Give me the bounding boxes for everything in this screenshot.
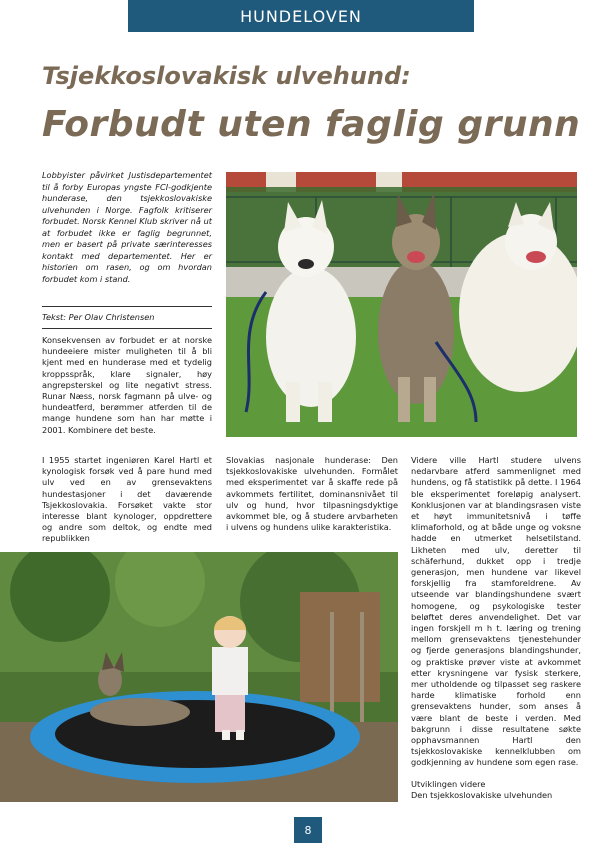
body-paragraph: Slovakias nasjonale hunderase: Den tsjekkoslovakiske ulvehunden. Formålet med eksperimentet var å skaffe rede på avkommets fertilitet, dominansnivået til ulv og hund, hvor tilpasningsdyktige avkommet ble, og å studere arvbarheten i ulvens og hundens ulike karakteristika.: [226, 455, 398, 533]
body-column-right: [411, 455, 581, 801]
section-header: [128, 0, 474, 32]
page-number: 8: [294, 817, 322, 843]
photo-trampoline: [0, 552, 398, 802]
body-paragraph: I 1955 startet ingeniøren Karel Hartl et kynologisk forsøk ved å pare hund med ulv ved en av grensevaktens hundestasjoner i det daværende Tsjekkoslovakia. Forsøket vakte stor interesse blant kynologer, oppdrettere og andre som deltok, og endte med republikken: [42, 455, 212, 544]
byline: Tekst: Per Olav Christensen: [42, 312, 155, 322]
body-paragraph: Videre ville Hartl studere ulvens nedarvbare atferd sammenlignet med hundens, og få statistikk på dette. I 1964 ble eksperimentet foreløpig analysert. Konklusjonen var at blandingsrasen viste et høyt immunitetsnivå i tøffe klimaforhold, og at både unge og voksne hadde en utmerket helsetilstand. Likheten med ulv, deretter til schäferhund, dukket opp i tredje generasjon, men hundene var likevel forskjellig fra stamforeldrene. Av utseende var blandingshundene svært homogene, og psykologiske tester beløftet deres anvendelighet. Det var ingen forskjell m h t. læring og trening mellom grensevaktens tjenestehunder og fjerde generasjons blandingshunder, og praktiske prøver viste at avkommet etter krysningene var fysisk sterkere, mer utholdende og tilpasset seg raskere harde klimatiske forhold enn grensevaktens hunder, som anses å være blant de beste i verden. Med bakgrunn i disse resultatene søkte opphavsmannen Hartl den tsjekkoslovakiske kennelklubben om godkjenning av hundene som egen rase.: [411, 455, 581, 768]
divider: [42, 306, 212, 307]
article-subtitle: Tsjekkoslovakisk ulvehund:: [42, 62, 411, 90]
subheading: Utviklingen videre: [411, 778, 486, 789]
section-label: HUNDELOVEN: [240, 6, 362, 26]
body-paragraph: Konsekvensen av forbudet er at norske hundeeiere mister muligheten til å bli kjent med en hunderase med et tydelig kroppsspråk, klare signaler, høy angrepsterskel og lite negativt stress. Runar Næss, norsk fagmann på ulve- og hundeatferd, berømmer atferden til de mange hundene som han har møtte i 2001. Kombinere det beste.: [42, 335, 212, 435]
article-title: Forbudt uten faglig grunn: [42, 104, 581, 145]
divider: [42, 328, 212, 329]
body-paragraph: Den tsjekkoslovakiske ulvehunden: [411, 789, 553, 800]
lead-paragraph: Lobbyister påvirket Justisdepartementet til å forby Europas yngste FCI-godkjente hunderase, den tsjekkoslovakiske ulvehunden i Norge. Fagfolk kritiserer forbudet. Norsk Kennel Klub skriver nå ut at forbudet ikke er faglig begrunnet, men er basert på private særinteresses kontakt med departementet. Her er historien om rasen, og om hvordan forbudet kom i stand.: [42, 170, 212, 284]
photo-three-dogs: [226, 172, 577, 437]
